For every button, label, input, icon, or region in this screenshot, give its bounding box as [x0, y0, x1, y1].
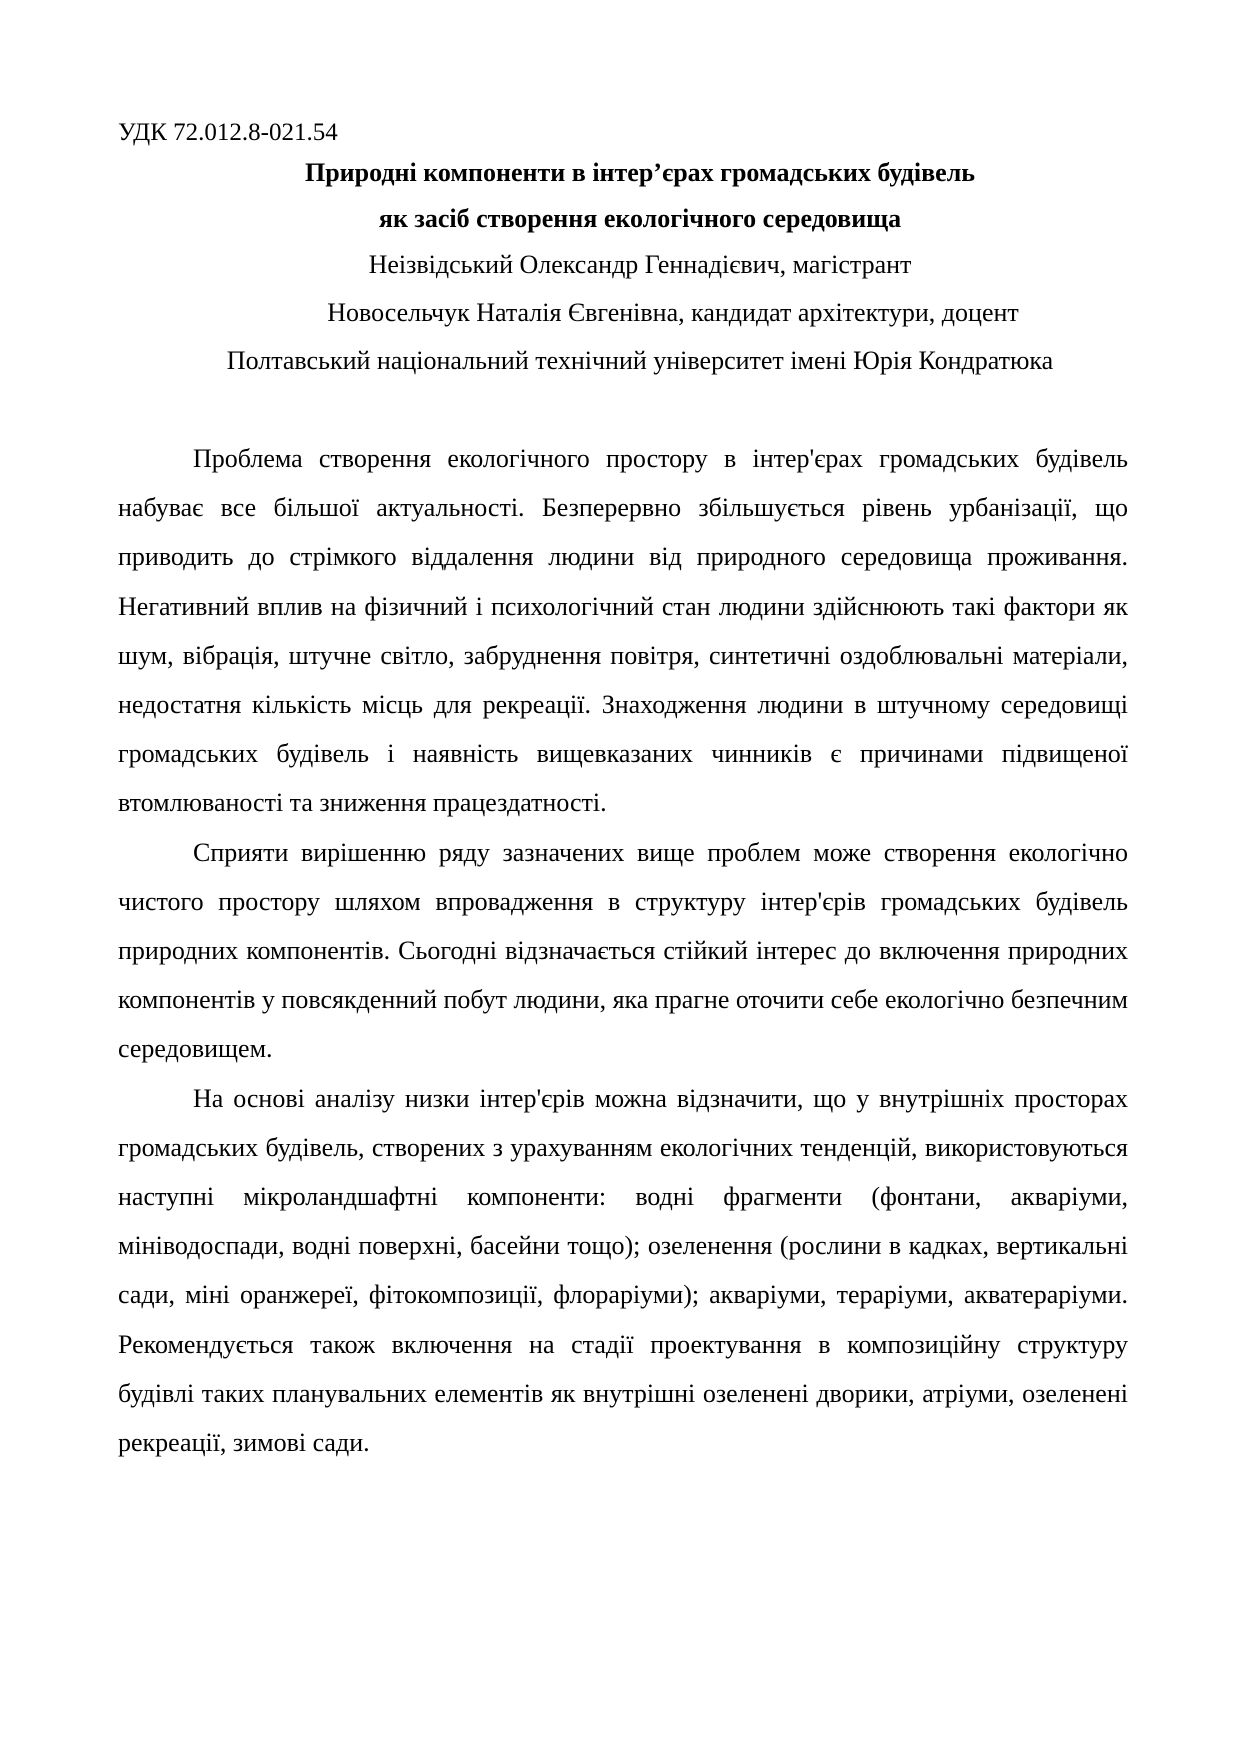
- author-1: Неізвідський Олександр Геннадієвич, магістрант: [368, 250, 912, 279]
- authors-block: [118, 250, 1128, 376]
- paragraph-1: Проблема створення екологічного простору в інтер'єрах громадських будівель набуває все більшої актуальності. Безперервно збільшується рівень урбанізації, що приводить до стрімкого віддалення людини від природного середовища проживання. Негативний вплив на фізичний і психологічний стан людини здійснюють такі фактори як шум, вібрація, штучне світло, забруднення повітря, синтетичні оздоблювальні матеріали, недостатня кількість місць для рекреації. Знаходження людини в штучному середовищі громадських будівель і наявність вищевказаних чинників є причинами підвищеної втомлюваності та зниження працездатності.: [118, 444, 1128, 818]
- title-line-2: як засіб створення екологічного середовища: [378, 204, 902, 233]
- affiliation: Полтавський національний технічний університет імені Юрія Кондратюка: [226, 346, 1054, 375]
- paragraph-3: На основі аналізу низки інтер'єрів можна відзначити, що у внутрішніх просторах громадських будівель, створених з урахуванням екологічних тенденцій, використовуються наступні мікроландшафтні компоненти: водні фрагменти (фонтани, акваріуми, мініводоспади, водні поверхні, басейни тощо); озеленення (рослини в кадках, вертикальні сади, міні оранжереї, фітокомпозиції, флораріуми); акваріуми, тераріуми, акватераріуми. Рекомендується також включення на стадії проектування в композиційну структуру будівлі таких планувальних елементів як внутрішні озеленені дворики, атріуми, озеленені рекреації, зимові сади.: [118, 1083, 1128, 1458]
- paragraph-2: Сприяти вирішенню ряду зазначених вище проблем може створення екологічно чистого простору шляхом впровадження в структуру інтер'єрів громадських будівель природних компонентів. Сьогодні відзначається стійкий інтерес до включення природних компонентів у повсякденний побут людини, яка прагне оточити себе екологічно безпечним середовищем.: [118, 837, 1129, 1064]
- udc-code: УДК 72.012.8-021.54: [118, 119, 338, 146]
- author-2: Новосельчук Наталія Євгенівна, кандидат архітектури, доцент: [327, 298, 1019, 327]
- document-page: [118, 118, 1128, 1467]
- article-title: [118, 158, 1128, 234]
- title-line-1: Природні компоненти в інтер’єрах громадських будівель: [304, 158, 976, 187]
- article-body: [118, 434, 1128, 1467]
